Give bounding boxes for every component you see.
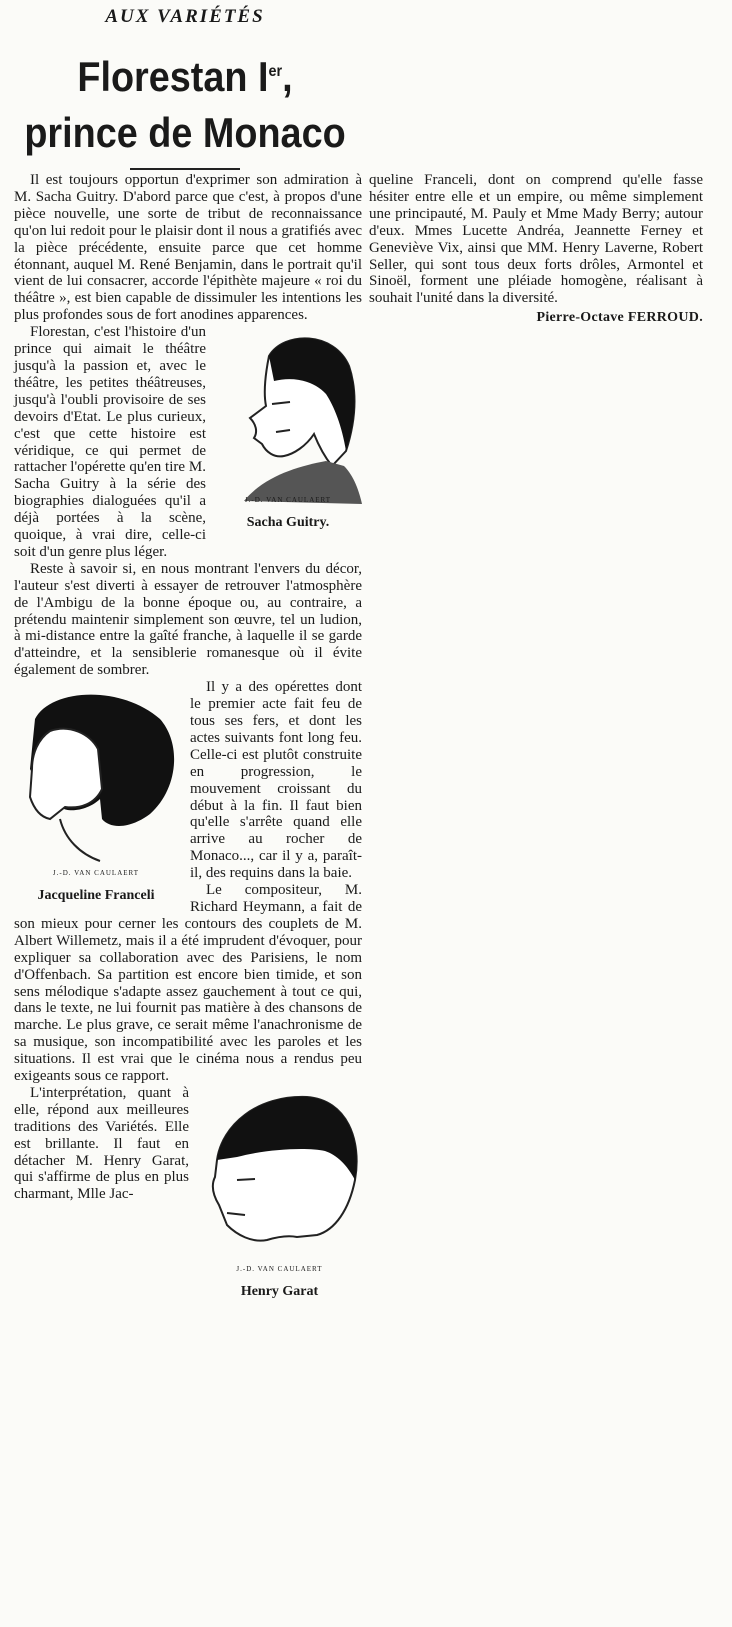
caption-henry-garat: Henry Garat — [240, 1283, 319, 1299]
paragraph-2: Florestan, c'est l'histoire d'un prince qui aimait le théâtre jusqu'à la passion et, avec le théâtre, les petites théâtreuses, jusqu'à l'oubli provisoire de ses devoirs d'Etat. Le plus curieux, c'est que cette histoire est véridique, ce qui permet de rattacher l'opérette qu'en tire M. Sacha Guitry à la série des biographies dialoguées qu'il a déjà portées à la scène, quoique, à vrai dire, celle-ci soit d'un genre plus léger. — [14, 324, 206, 560]
author-signature: Pierre-Octave FERROUD. — [536, 310, 703, 326]
illustration-henry-garat — [197, 1085, 362, 1300]
section-kicker: AUX VARIÉTÉS — [105, 6, 265, 27]
paragraph-6-continued: queline Franceli, dont on comprend qu'elle fasse hésiter entre elle et un empire, ou même simplement une principauté, M. Pauly et Mme Mady Berry; autour d'eux. Mmes Lucette Andréa, Jeannette Ferney et Geneviève Vix, ainsi que MM. Henry Laverne, Robert Seller, qui sont tous deux forts drôles, Armontel et Sinoël, forment une pléiade homogène, réalisant à souhait l'unité dans la diversité. — [369, 172, 703, 307]
portrait-jacqueline-franceli-icon — [10, 679, 182, 869]
paragraph-5: Le compositeur, M. Richard Heymann, a fait de son mieux pour cerner les contours des couplets de M. Albert Willemetz, mais il a été imprudent d'évoquer, pour expliquer sa collaboration avec des Parisiens, le nom d'Offenbach. Sa partition est encore bien timide, et son sens mélodique s'adapte assez gauchement à tout ce qui, dans le texte, ne lui fournit pas matière à des chansons de marche. Le plus grave, ce serait même l'anachronisme de sa musique, son incompatibilité avec les paroles et les situations. Il est vrai que le cinéma nous a rendus peu exigeants sous ce rapport. — [14, 882, 362, 1085]
paragraph-4: Il y a des opérettes dont le premier acte fait feu de tous ses fers, et dont les actes suivants font long feu. Celle-ci est plutôt construite en progression, le mouvement croissant du début à la fin. Il faut bien qu'elle s'arrête quand elle arrive au rocher de Monaco..., car il y a, paraît-il, des requins dans la baie. — [190, 679, 362, 882]
headline-line-2: prince de Monaco — [24, 109, 346, 156]
paragraph-6: L'interprétation, quant à elle, répond aux meilleures traditions des Variétés. Elle est brillante. Il faut en détacher M. Henry Garat, qui s'affirme de plus en plus charmant, Mlle Jac- — [14, 1084, 189, 1203]
article-column-1 — [14, 172, 362, 1302]
illustration-jacqueline-franceli — [10, 679, 182, 904]
portrait-henry-garat-icon — [197, 1085, 362, 1265]
headline-line-1: Florestan Ier, — [77, 53, 293, 100]
paragraph-3: Reste à savoir si, en nous montrant l'envers du décor, l'auteur s'est diverti à essayer de retrouver l'atmosphère de l'Ambigu de la bonne époque ou, au contraire, a prétendu maintenir simplement son œuvre, tel un ludion, à mi-distance entre la gaîté franche, à laquelle il se garde d'atteindre, et la sensiblerie romanesque où il évite également de sombrer. — [14, 560, 362, 679]
headline-rule — [130, 168, 240, 170]
caption-jacqueline-franceli: Jacqueline Franceli — [37, 888, 155, 904]
article-headline — [19, 44, 352, 161]
illustration-signature: J.-D. VAN CAULAERT — [244, 496, 332, 505]
illustration-sacha-guitry — [214, 326, 362, 531]
illustration-signature: J.-D. VAN CAULAERT — [236, 1264, 323, 1273]
article-column-2 — [369, 172, 703, 327]
caption-sacha-guitry: Sacha Guitry. — [246, 515, 330, 531]
paragraph-1: Il est toujours opportun d'exprimer son admiration à M. Sacha Guitry. D'abord parce que c'est, à propos d'une pièce nouvelle, une sorte de tribut de reconnaissance qu'on lui redoit pour le plaisir dont il nous a gratifiés avec la pièce précédente, ensuite parce que cet homme étonnant, auquel M. René Benjamin, dans le portrait qu'il vient de lui consacrer, accorde l'épithète majeure « roi du théâtre », est bien capable de dissimuler les intentions les plus profondes sous de fort anodines apparences. — [14, 172, 362, 324]
portrait-sacha-guitry-icon — [214, 326, 362, 506]
illustration-signature: J.-D. VAN CAULAERT — [52, 869, 140, 878]
